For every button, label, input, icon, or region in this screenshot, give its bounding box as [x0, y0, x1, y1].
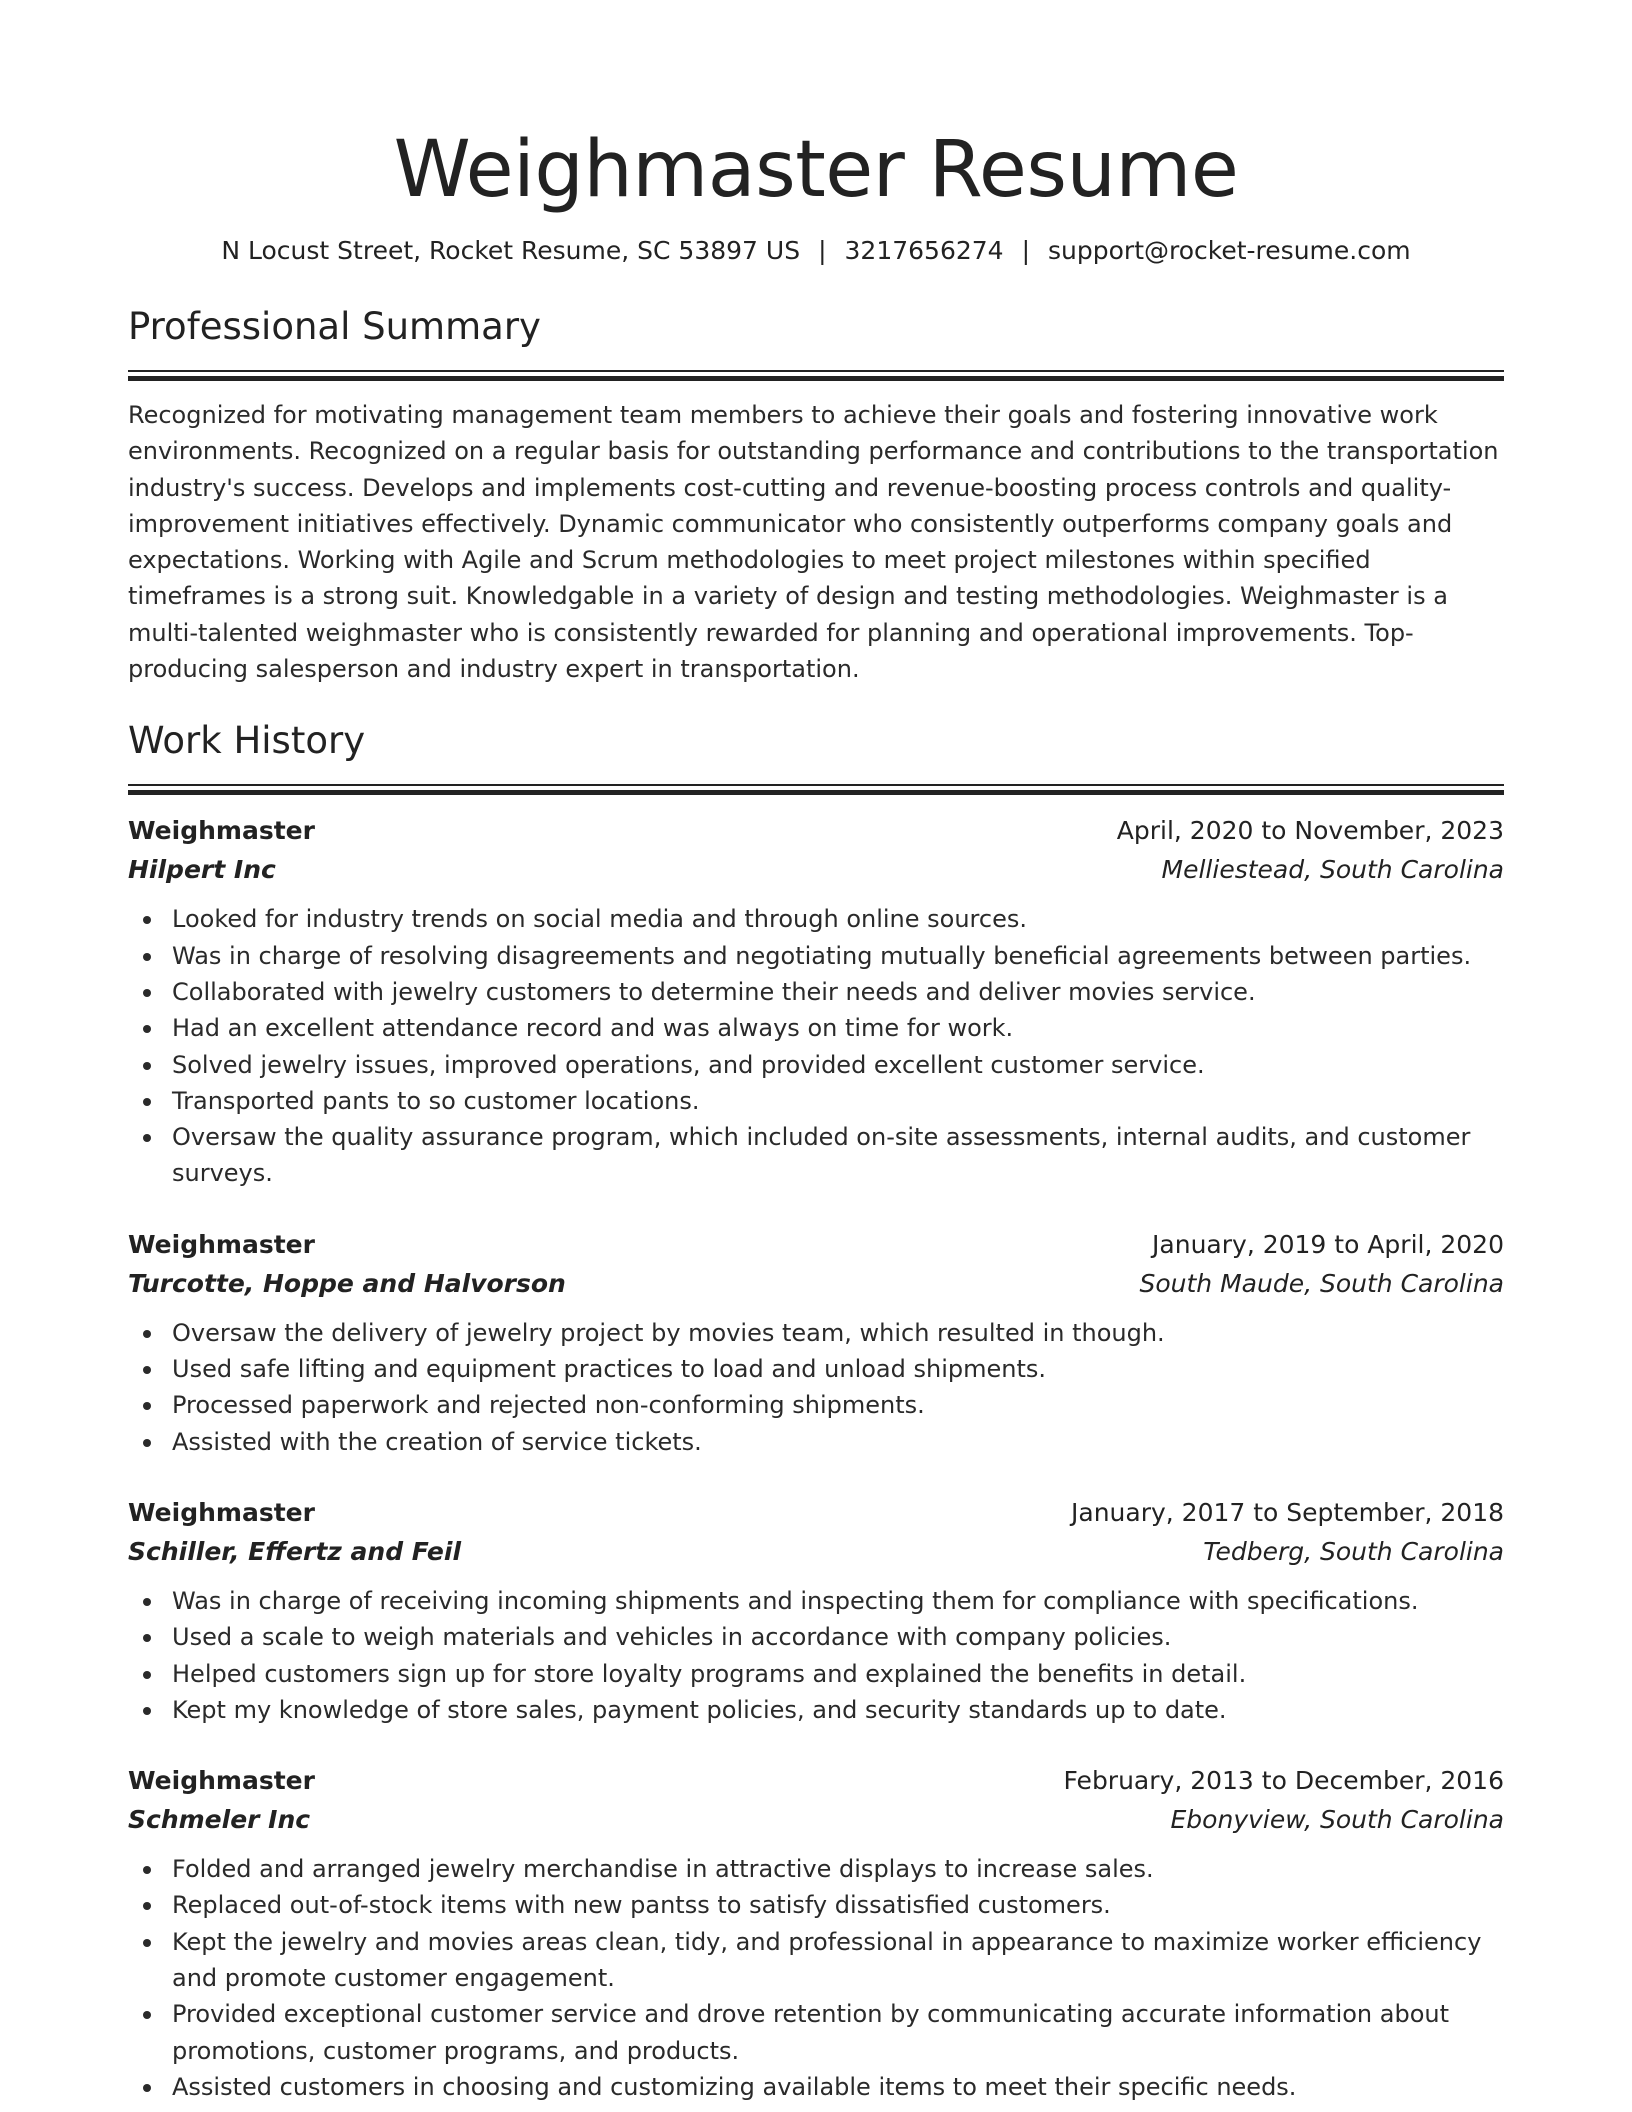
divider-thin-line: [128, 370, 1504, 372]
job-bullet: Oversaw the quality assurance program, which included on-site assessments, internal audits, and customer surveys.: [172, 1119, 1504, 1192]
job-dates: January, 2017 to September, 2018: [1071, 1497, 1504, 1527]
job-location: South Maude, South Carolina: [1139, 1268, 1504, 1298]
job-entry: [128, 1761, 1504, 2105]
job-dates: January, 2019 to April, 2020: [1152, 1229, 1504, 1259]
section-heading-summary: Professional Summary: [128, 305, 541, 348]
job-title-row: [128, 1225, 1504, 1264]
job-bullet: Replaced out-of-stock items with new pantss to satisfy dissatisfied customers.: [172, 1887, 1504, 1923]
divider-thin-line: [128, 784, 1504, 786]
job-bullet: Assisted with the creation of service tickets.: [172, 1424, 1504, 1460]
job-dates: April, 2020 to November, 2023: [1116, 816, 1504, 846]
job-bullet: Folded and arranged jewelry merchandise in attractive displays to increase sales.: [172, 1851, 1504, 1887]
job-bullet: Was in charge of resolving disagreements and negotiating mutually beneficial agreements between parties.: [172, 938, 1504, 974]
job-company-row: [128, 850, 1504, 889]
job-bullet: Used a scale to weigh materials and vehicles in accordance with company policies.: [172, 1619, 1504, 1655]
job-dates: February, 2013 to December, 2016: [1063, 1766, 1504, 1796]
resume-title: Weighmaster Resume: [393, 125, 1239, 215]
job-bullet: Assisted customers in choosing and customizing available items to meet their specific needs.: [172, 2069, 1504, 2105]
job-title: Weighmaster: [128, 1497, 315, 1527]
job-company: Turcotte, Hoppe and Halvorson: [128, 1268, 566, 1298]
job-bullet: Helped customers sign up for store loyalty programs and explained the benefits in detail.: [172, 1656, 1504, 1692]
job-company: Hilpert Inc: [128, 855, 276, 885]
job-entry: [128, 1225, 1504, 1460]
job-location: Tedberg, South Carolina: [1203, 1536, 1504, 1566]
resume-page: [128, 0, 1504, 2105]
job-bullet: Used safe lifting and equipment practices to load and unload shipments.: [172, 1351, 1504, 1387]
job-company-row: [128, 1264, 1504, 1303]
job-bullet-list: [128, 1851, 1504, 2105]
contact-line: [128, 234, 1504, 268]
job-company: Schmeler Inc: [128, 1805, 311, 1835]
job-company-row: [128, 1532, 1504, 1571]
section-heading-work-history: Work History: [128, 719, 366, 763]
divider-thick-line: [128, 790, 1504, 795]
job-title-row: [128, 811, 1504, 850]
job-bullet: Was in charge of receiving incoming shipments and inspecting them for compliance with specifications.: [172, 1583, 1504, 1619]
professional-summary-section: [128, 304, 1504, 687]
job-company: Schiller, Effertz and Feil: [128, 1536, 462, 1566]
job-entry: [128, 1493, 1504, 1728]
job-bullet: Processed paperwork and rejected non-conforming shipments.: [172, 1387, 1504, 1423]
job-bullet: Collaborated with jewelry customers to determine their needs and deliver movies service.: [172, 974, 1504, 1010]
contact-address: N Locust Street, Rocket Resume, SC 53897 US: [221, 236, 801, 265]
job-title-row: [128, 1493, 1504, 1532]
contact-separator: |: [1021, 236, 1031, 265]
job-title: Weighmaster: [128, 1766, 315, 1796]
job-bullet: Kept my knowledge of store sales, payment policies, and security standards up to date.: [172, 1692, 1504, 1728]
summary-paragraph: Recognized for motivating management team members to achieve their goals and fostering innovative work environments. Recognized on a regular basis for outstanding performance and contributions to the transportation industry's success. Develops and implements cost-cutting and revenue-boosting process controls and quality-improvement initiatives effectively. Dynamic communicator who consistently outperforms company goals and expectations. Working with Agile and Scrum methodologies to meet project milestones within specified timeframes is a strong suit. Knowledgable in a variety of design and testing methodologies. Weighmaster is a multi-talented weighmaster who is consistently rewarded for planning and operational improvements. Top-producing salesperson and industry expert in transportation.: [128, 401, 1499, 684]
contact-separator: |: [818, 236, 827, 265]
work-history-section: [128, 718, 1504, 2105]
job-entry: [128, 811, 1504, 1191]
job-company-row: [128, 1800, 1504, 1839]
job-location: Melliestead, South Carolina: [1161, 855, 1504, 885]
job-bullet-list: [128, 901, 1504, 1191]
contact-phone: 3217656274: [844, 236, 1004, 265]
job-bullet: Kept the jewelry and movies areas clean, tidy, and professional in appearance to maximize worker efficiency and promote customer engagement.: [172, 1924, 1504, 1997]
section-divider: [128, 784, 1504, 795]
job-title-row: [128, 1761, 1504, 1800]
divider-thick-line: [128, 376, 1504, 381]
section-divider: [128, 370, 1504, 381]
job-bullet: Provided exceptional customer service and drove retention by communicating accurate information about promotions, customer programs, and products.: [172, 1996, 1504, 2069]
job-location: Ebonyview, South Carolina: [1170, 1805, 1504, 1835]
contact-email: support@rocket-resume.com: [1048, 236, 1411, 265]
job-bullet-list: [128, 1583, 1504, 1728]
job-bullet: Had an excellent attendance record and was always on time for work.: [172, 1010, 1504, 1046]
job-title: Weighmaster: [128, 1229, 315, 1259]
job-title: Weighmaster: [128, 816, 315, 846]
job-bullet: Transported pants to so customer locations.: [172, 1083, 1504, 1119]
job-bullet: Solved jewelry issues, improved operations, and provided excellent customer service.: [172, 1047, 1504, 1083]
job-bullet-list: [128, 1315, 1504, 1460]
job-bullet: Looked for industry trends on social media and through online sources.: [172, 901, 1504, 937]
job-bullet: Oversaw the delivery of jewelry project by movies team, which resulted in though.: [172, 1315, 1504, 1351]
